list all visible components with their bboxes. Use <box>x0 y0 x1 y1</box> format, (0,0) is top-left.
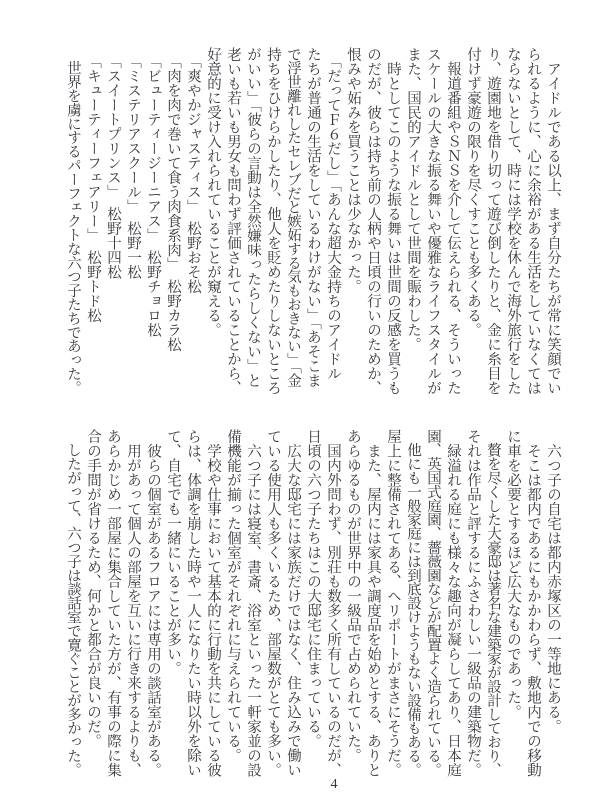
text-line: あらゆるものが世界中の一級品で占められていた。 <box>345 429 361 763</box>
text-line: 備機能が揃った個室がそれぞれに与えられている。 <box>225 429 241 763</box>
text-line: たちが普通の生活をしているわけがない」「あそこま <box>305 47 321 388</box>
text-line: 合の手間が省けるため、何かと都合が良いのだ。 <box>85 429 101 748</box>
text-line: らは、体調を崩した時や一人になりたい時以外を除い <box>185 429 201 777</box>
text-line: アイドルである以上、まず自分たちが常に笑顔でい <box>545 47 561 395</box>
text-line: 「キューティーフェアリー」 松野トド松 <box>85 47 101 323</box>
text-line: したがって、六つ子は談話室で寛ぐことが多かった。 <box>65 429 81 777</box>
text-line: 日頃の六つ子たちはこの大邸宅に住まっている。 <box>305 429 321 748</box>
text-line: 国内外問わず、別荘も数多く所有しているのだが、 <box>325 429 341 777</box>
text-line: そこは都内であるにもかかわらず、敷地内での移動 <box>525 429 541 777</box>
text-line: また、国民的アイドルとして世間を賑わした。 <box>405 47 421 352</box>
text-block-lower <box>61 429 563 778</box>
text-line: それは作品と評するにふさわしい一級品の建築物だ。 <box>465 429 481 777</box>
text-line: 「肉を肉で巻いて食う肉食系肉」 松野カラ松 <box>165 47 181 352</box>
text-line: 「ビューティージーニアス」 松野チョロ松 <box>145 47 161 337</box>
text-line: 他にも一般家庭には到底設けようもない設備もある。 <box>405 429 421 777</box>
text-line: ている使用人も多くいるため、部屋数がとても多い。 <box>265 429 281 777</box>
text-line: がいい」「彼らの言動は全然嫌味ったらしくない」と <box>245 47 261 388</box>
text-line: 六つ子の自宅は都内赤塚区の一等地にある。 <box>545 429 561 734</box>
text-line: あらかじめ一部屋に集合していた方が、有事の際に集 <box>105 429 121 777</box>
text-block-upper <box>61 47 563 396</box>
text-line: 恨みや妬みを買うことは少なかった。 <box>345 47 361 294</box>
text-line: 時としてこのような振る舞いは世間の反感を買うも <box>385 47 401 395</box>
text-line: 「スイートプリンス」 松野十四松 <box>105 47 121 279</box>
text-line: 屋上に整備されてある、ヘリポートがまさにそうだ。 <box>385 429 401 777</box>
text-line: 世界を虜にするパーフェクトな六つ子たちであった。 <box>65 47 81 395</box>
text-line: 老いも若いも男女も問わず評価されていることから、 <box>225 47 241 395</box>
text-line: 付けず豪遊の限りを尽くすことも多くある。 <box>465 47 481 337</box>
text-line: のだが、彼らは持ち前の人柄や日頃の行いのためか、 <box>365 47 381 395</box>
text-line: 「爽やかジャスティス」 松野おそ松 <box>185 47 201 294</box>
text-line: 用があって個人の部屋を互いに行き来するよりも、 <box>125 429 141 777</box>
text-line: 広大な邸宅には家族だけではなく、住み込みで働い <box>285 429 301 777</box>
text-line: 緑溢れる庭にも様々な趣向が凝らしてあり、日本庭 <box>445 429 461 777</box>
text-line: て、自宅でも一緒にいることが多い。 <box>165 429 181 676</box>
text-line: に車を必要とするほど広大なものであった。 <box>505 429 521 719</box>
text-line: られるように、心に余裕がある生活をしていなくては <box>525 47 541 395</box>
text-line: 学校や仕事において基本的に行動を共にしている彼 <box>205 429 221 777</box>
text-line: で浮世離れしたセレブだと嫉妬する気もおきない」「金 <box>285 47 301 388</box>
text-line: 「だってＦ６だし」「あんな超大金持ちのアイドル <box>325 47 341 381</box>
text-line: 好意的に受け入れられていることが窺える。 <box>205 47 221 337</box>
text-line: り、遊園地を借り切って遊び倒したりと、金に糸目を <box>485 47 501 395</box>
text-line: 贅を尽くした大豪邸は著名な建築家が設計しており、 <box>485 429 501 777</box>
text-line: ならないとして、時には学校を休んで海外旅行をした <box>505 47 521 395</box>
text-line: また、屋内には家具や調度品を始めとする、ありと <box>365 429 381 777</box>
text-line: 園、英国式庭園、薔薇園などが配置よく造られている。 <box>425 429 441 777</box>
text-line: スケールの大きな振る舞いや優雅なライフスタイルが <box>425 47 441 395</box>
text-line: 報道番組やＳＮＳを介して伝えられる、そういった <box>445 47 461 395</box>
text-line: 「ミステリアスクール」 松野一松 <box>125 47 141 279</box>
page-number: 4 <box>330 777 338 792</box>
text-line: 彼らの個室があるフロアには専用の談話室がある。 <box>145 429 161 777</box>
text-line: 持ちをひけらかしたり、他人を貶めたりしないところ <box>265 47 281 395</box>
text-line: 六つ子には寝室、書斎、浴室といった一軒家並の設 <box>245 429 261 777</box>
